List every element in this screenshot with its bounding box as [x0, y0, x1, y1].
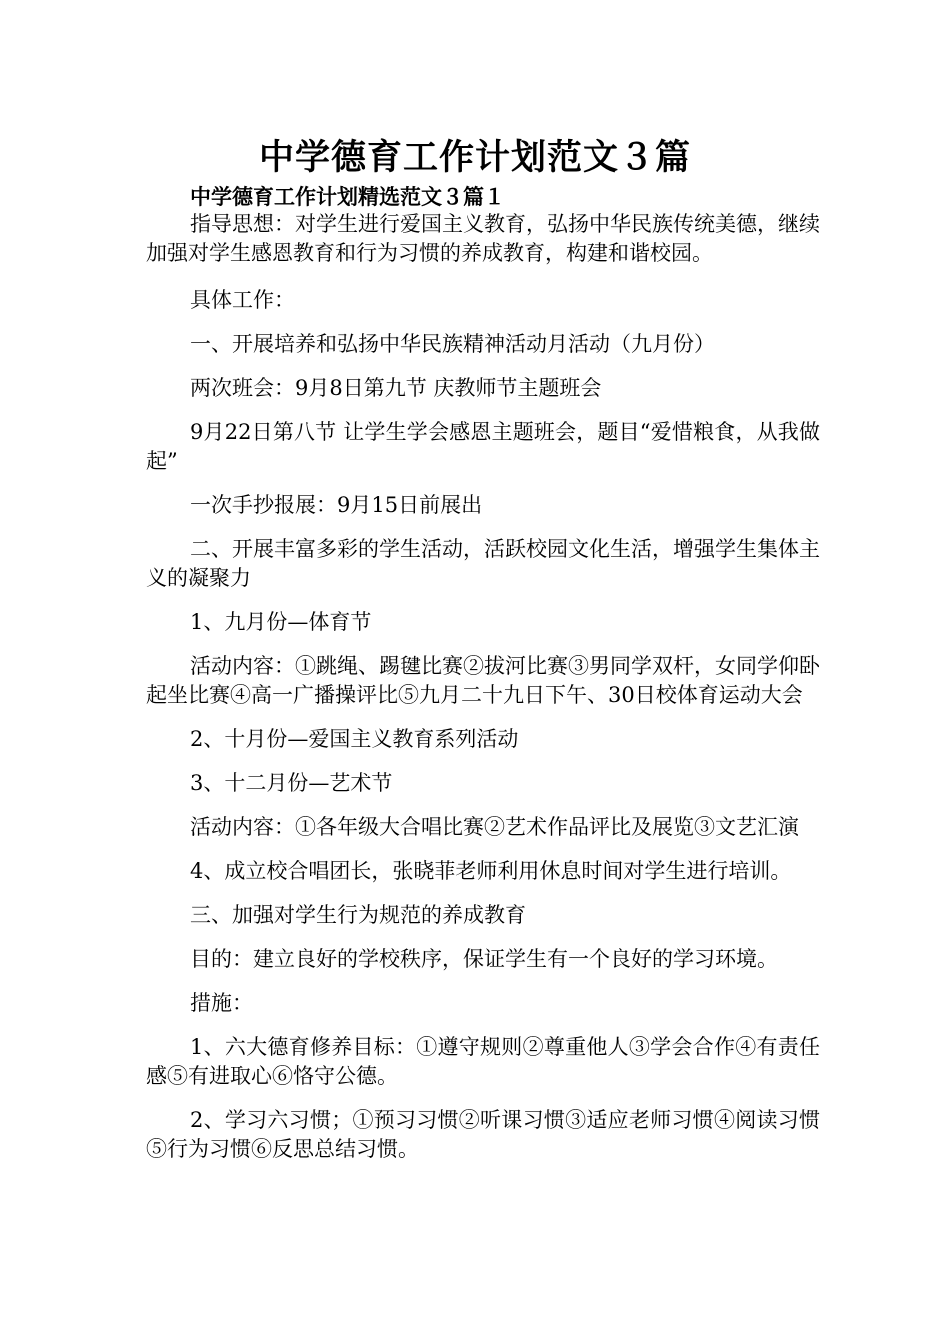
paragraph-section-3: 三、加强对学生行为规范的养成教育: [190, 903, 526, 927]
paragraph-measures: 措施：: [190, 991, 253, 1015]
paragraph-sports-content: 活动内容：①跳绳、踢毽比赛②拔河比赛③男同学双杆，女同学仰卧起坐比赛④高一广播操评比⑤九月二十九日下午、30日校体育运动大会: [146, 654, 820, 707]
paragraph-section-2: 二、开展丰富多彩的学生活动，活跃校园文化生活，增强学生集体主义的凝聚力: [146, 537, 820, 590]
paragraph-arts-content: 活动内容：①各年级大合唱比赛②艺术作品评比及展览③文艺汇演: [190, 815, 799, 839]
paragraph-sports-festival: 1、九月份—体育节: [190, 610, 372, 634]
paragraph-sept-22: 9月22日第八节 让学生学会感恩主题班会，题目“爱惜粮食，从我做起”: [146, 420, 820, 473]
document-subtitle: 中学德育工作计划精选范文３篇１: [190, 185, 505, 209]
paragraph-poster-exhibit: 一次手抄报展：9月15日前展出: [190, 493, 483, 517]
document-title: 中学德育工作计划范文３篇: [258, 138, 691, 178]
paragraph-specific-work: 具体工作：: [190, 288, 295, 312]
paragraph-six-goals: 1、六大德育修养目标：①遵守规则②尊重他人③学会合作④有责任感⑤有进取心⑥恪守公德。: [146, 1035, 820, 1088]
paragraph-october: 2、十月份—爱国主义教育系列活动: [190, 727, 519, 751]
paragraph-purpose: 目的：建立良好的学校秩序，保证学生有一个良好的学习环境。: [190, 947, 778, 971]
paragraph-december: 3、十二月份—艺术节: [190, 771, 393, 795]
paragraph-six-habits: 2、学习六习惯；①预习习惯②听课习惯③适应老师习惯④阅读习惯⑤行为习惯⑥反思总结习惯。: [146, 1108, 820, 1161]
paragraph-section-1: 一、开展培养和弘扬中华民族精神活动月活动（九月份）: [190, 332, 715, 356]
document-body: [146, 210, 820, 1179]
paragraph-guiding-thought: 指导思想：对学生进行爱国主义教育，弘扬中华民族传统美德，继续加强对学生感恩教育和行为习惯的养成教育，构建和谐校园。: [146, 212, 820, 265]
paragraph-class-meetings: 两次班会：9月8日第九节 庆教师节主题班会: [190, 376, 602, 400]
paragraph-choir: 4、成立校合唱团长，张晓菲老师利用休息时间对学生进行培训。: [190, 859, 792, 883]
